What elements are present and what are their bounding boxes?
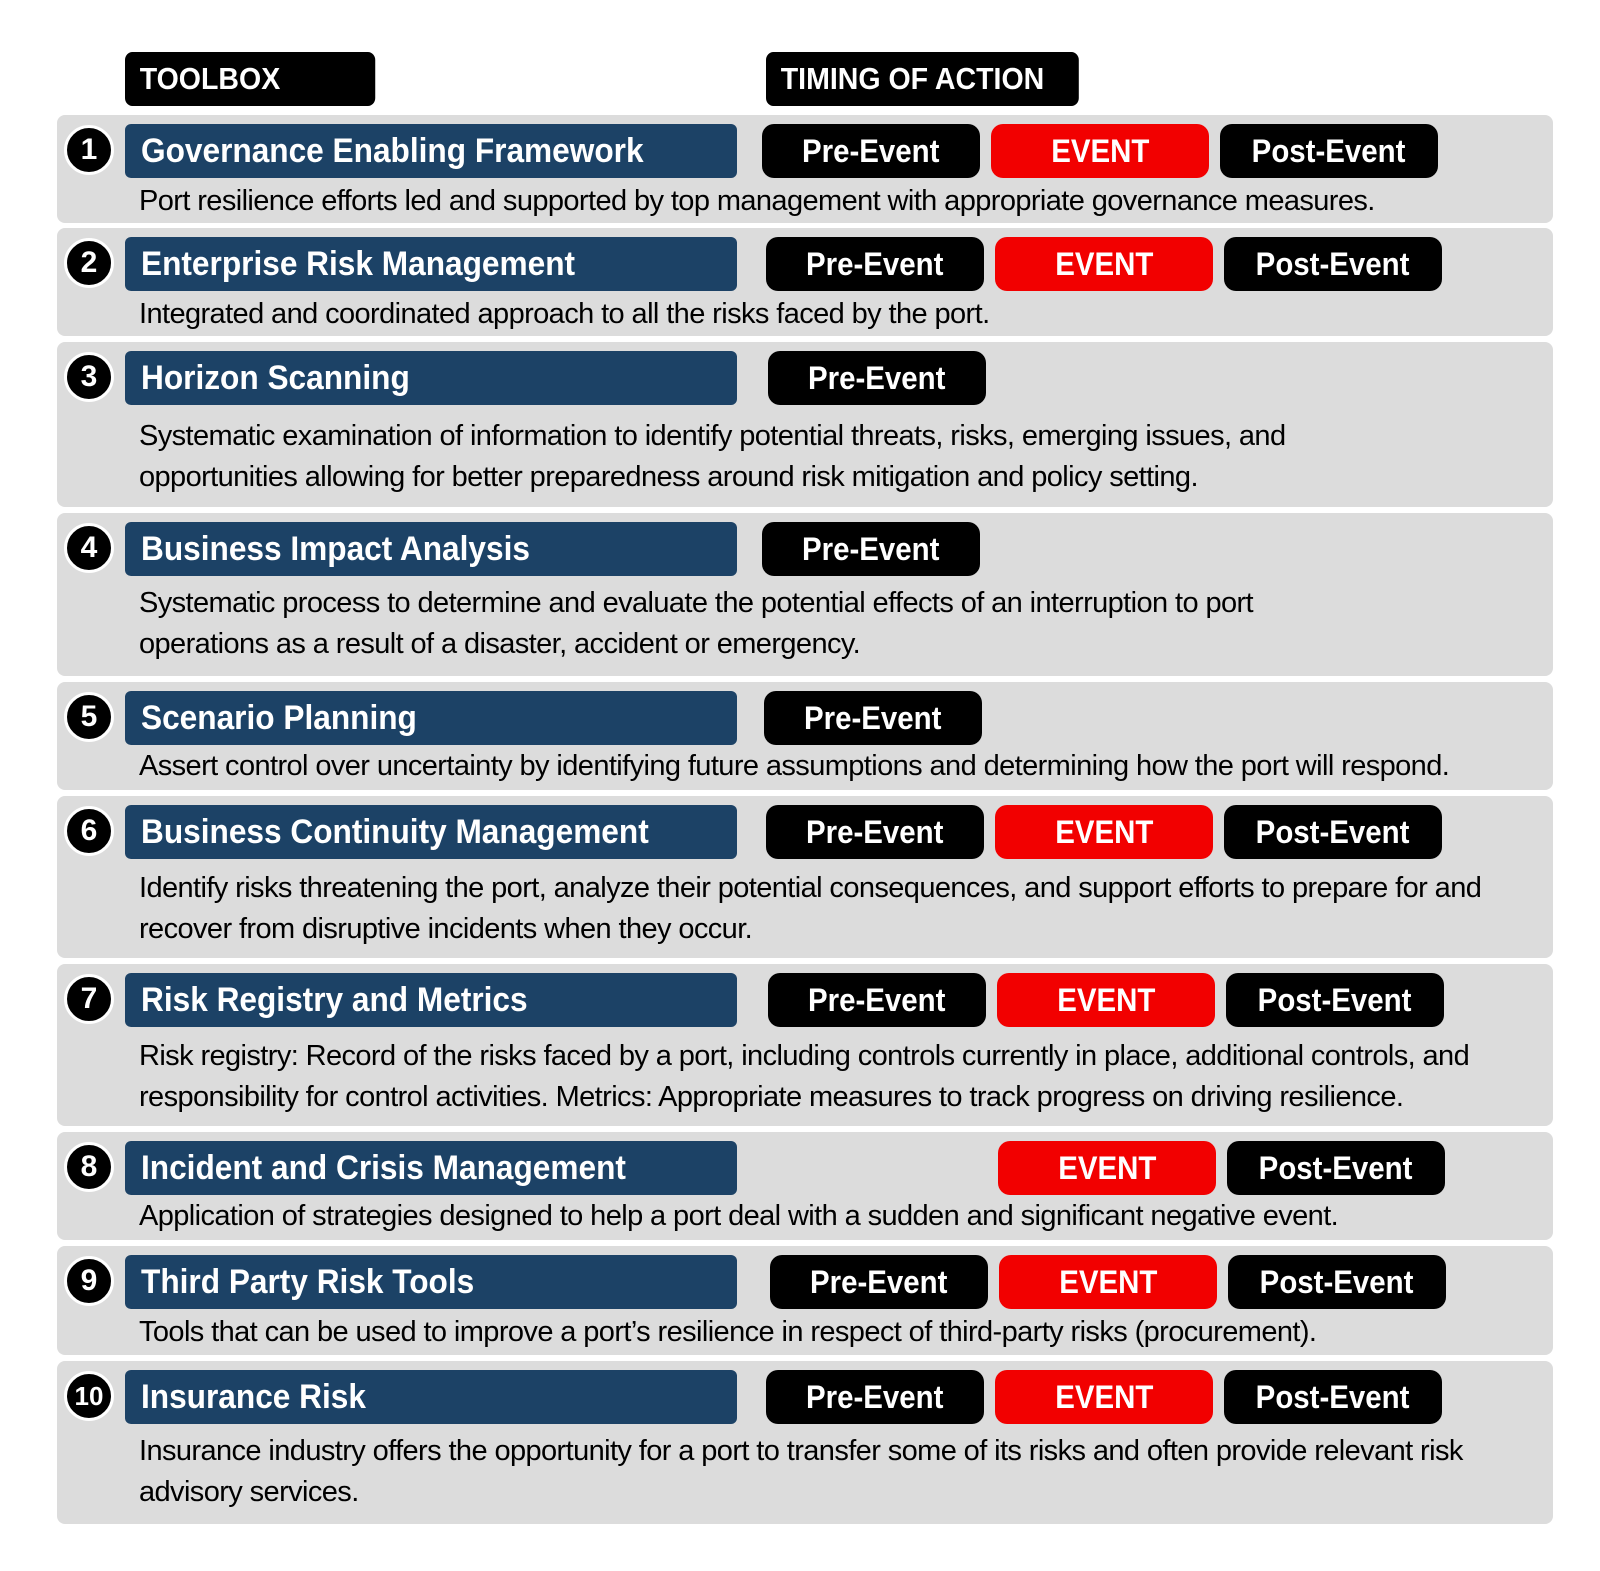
tool-title: Scenario Planning <box>141 699 417 737</box>
row-number-badge: 3 <box>64 352 114 402</box>
event-pill: EVENT <box>997 973 1215 1027</box>
post-event-pill: Post-Event <box>1220 124 1438 178</box>
tool-description: Systematic examination of information to identify potential threats, risks, emerging issues, and opportunities allowing for better preparedness around risk mitigation and policy setting. <box>139 420 1286 493</box>
tool-description: Tools that can be used to improve a port’s resilience in respect of third-party risks (procurement). <box>139 1316 1317 1348</box>
post-event-pill: Post-Event <box>1226 973 1444 1027</box>
tool-title: Business Continuity Management <box>141 813 649 851</box>
tool-description: Systematic process to determine and evaluate the potential effects of an interruption to port operations as a result of a disaster, accident or emergency. <box>139 587 1254 660</box>
tool-title: Insurance Risk <box>141 1378 366 1416</box>
event-pill: EVENT <box>999 1255 1217 1309</box>
tool-title-bar <box>125 124 737 178</box>
toolbox-row-10 <box>57 1361 1553 1524</box>
pre-event-pill: Pre-Event <box>766 237 984 291</box>
toolbox-header: TOOLBOX <box>125 52 375 106</box>
pre-event-pill: Pre-Event <box>762 124 980 178</box>
tool-title-bar <box>125 805 737 859</box>
post-event-pill: Post-Event <box>1224 1370 1442 1424</box>
event-pill: EVENT <box>995 1370 1213 1424</box>
tool-title: Horizon Scanning <box>141 359 410 397</box>
toolbox-row-4 <box>57 513 1553 676</box>
tool-title-bar <box>125 522 737 576</box>
post-event-pill: Post-Event <box>1228 1255 1446 1309</box>
pre-event-pill: Pre-Event <box>770 1255 988 1309</box>
event-pill: EVENT <box>991 124 1209 178</box>
row-number-badge: 9 <box>64 1256 114 1306</box>
row-number-badge: 8 <box>64 1142 114 1192</box>
tool-title: Risk Registry and Metrics <box>141 981 528 1019</box>
row-number-badge: 5 <box>64 692 114 742</box>
event-pill: EVENT <box>995 805 1213 859</box>
event-pill: EVENT <box>995 237 1213 291</box>
timing-of-action-header: TIMING OF ACTION <box>766 52 1079 106</box>
tool-title: Governance Enabling Framework <box>141 132 644 170</box>
pre-event-pill: Pre-Event <box>768 351 986 405</box>
row-number-badge: 7 <box>64 974 114 1024</box>
row-number-badge: 6 <box>64 806 114 856</box>
post-event-pill: Post-Event <box>1224 237 1442 291</box>
tool-title: Business Impact Analysis <box>141 530 530 568</box>
tool-title-bar <box>125 237 737 291</box>
tool-description: Insurance industry offers the opportunity for a port to transfer some of its risks and often provide relevant risk advisory services. <box>139 1435 1463 1508</box>
event-pill: EVENT <box>998 1141 1216 1195</box>
row-number-badge: 4 <box>64 523 114 573</box>
toolbox-row-2 <box>57 228 1553 336</box>
pre-event-pill: Pre-Event <box>766 805 984 859</box>
tool-title: Enterprise Risk Management <box>141 245 576 283</box>
tool-title-bar <box>125 1255 737 1309</box>
toolbox-row-7 <box>57 964 1553 1126</box>
tool-title-bar <box>125 351 737 405</box>
tool-title-bar <box>125 691 737 745</box>
toolbox-row-9 <box>57 1246 1553 1355</box>
row-number-badge: 10 <box>64 1371 114 1421</box>
tool-description: Assert control over uncertainty by identifying future assumptions and determining how the port will respond. <box>139 750 1450 782</box>
toolbox-row-6 <box>57 796 1553 958</box>
toolbox-row-8 <box>57 1132 1553 1240</box>
pre-event-pill: Pre-Event <box>768 973 986 1027</box>
tool-description: Application of strategies designed to help a port deal with a sudden and significant negative event. <box>139 1200 1339 1232</box>
pre-event-pill: Pre-Event <box>766 1370 984 1424</box>
tool-title-bar <box>125 1141 737 1195</box>
tool-description: Port resilience efforts led and supported by top management with appropriate governance measures. <box>139 185 1375 217</box>
post-event-pill: Post-Event <box>1227 1141 1445 1195</box>
row-number-badge: 1 <box>64 125 114 175</box>
toolbox-row-1 <box>57 115 1553 223</box>
row-number-badge: 2 <box>64 238 114 288</box>
toolbox-row-5 <box>57 682 1553 790</box>
tool-title: Third Party Risk Tools <box>141 1263 475 1301</box>
tool-title: Incident and Crisis Management <box>141 1149 626 1187</box>
tool-title-bar <box>125 973 737 1027</box>
post-event-pill: Post-Event <box>1224 805 1442 859</box>
tool-title-bar <box>125 1370 737 1424</box>
tool-description: Risk registry: Record of the risks faced by a port, including controls currently in place, additional controls, and responsibility for control activities. Metrics: Appropriate measures to track progress on driving resilience. <box>139 1040 1470 1113</box>
tool-description: Integrated and coordinated approach to all the risks faced by the port. <box>139 298 990 330</box>
pre-event-pill: Pre-Event <box>762 522 980 576</box>
toolbox-row-3 <box>57 342 1553 507</box>
pre-event-pill: Pre-Event <box>764 691 982 745</box>
tool-description: Identify risks threatening the port, analyze their potential consequences, and support efforts to prepare for and recover from disruptive incidents when they occur. <box>139 872 1482 945</box>
